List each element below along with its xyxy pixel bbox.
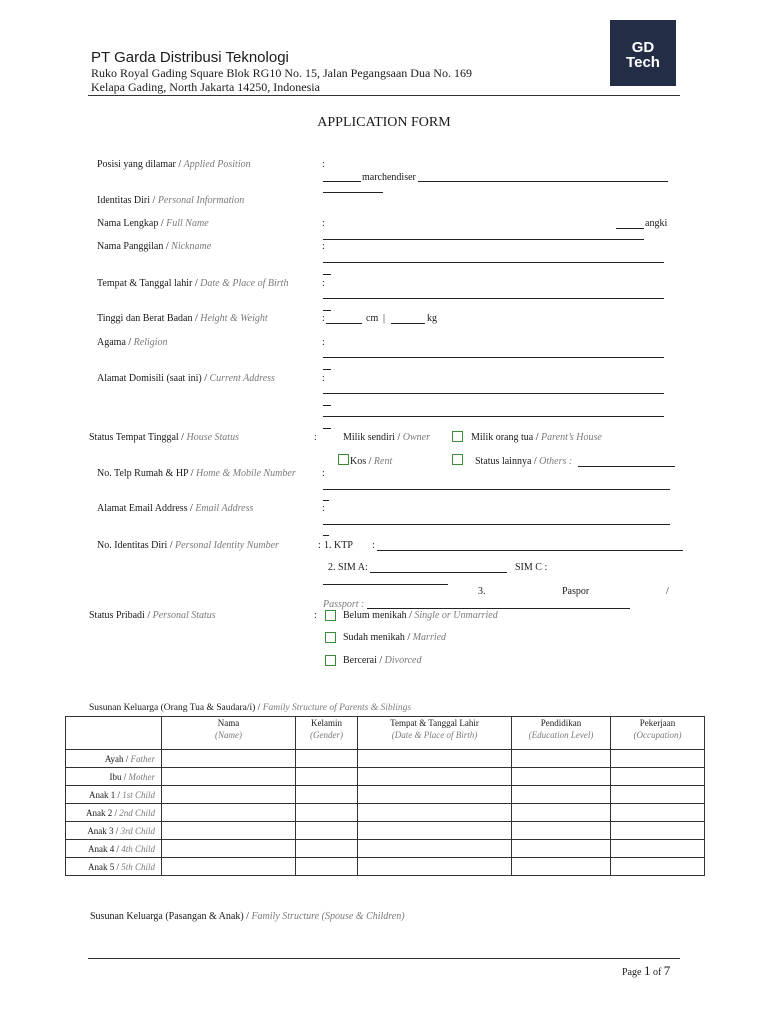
table-input-cell[interactable] bbox=[296, 858, 358, 876]
passport-input-line[interactable] bbox=[367, 608, 630, 609]
company-address-line1: Ruko Royal Gading Square Blok RG10 No. 15, Jalan Pegangsaan Dua No. 169 bbox=[91, 66, 472, 80]
nickname-label: Nama Panggilan / Nickname bbox=[97, 241, 212, 252]
table-input-cell[interactable] bbox=[611, 840, 705, 858]
personal-information-heading: Identitas Diri / Personal Information bbox=[97, 195, 245, 206]
address-input-line[interactable] bbox=[323, 405, 331, 406]
nickname-input-line[interactable] bbox=[323, 274, 331, 275]
row-label: Anak 2 / 2nd Child bbox=[66, 804, 162, 822]
table-input-cell[interactable] bbox=[611, 786, 705, 804]
colon: : bbox=[318, 540, 321, 551]
table-input-cell[interactable] bbox=[611, 768, 705, 786]
table-input-cell[interactable] bbox=[611, 750, 705, 768]
passport-number-prefix: 3. bbox=[478, 586, 486, 597]
table-row bbox=[66, 750, 705, 768]
height-weight-label: Tinggi dan Berat Badan / Height & Weight bbox=[97, 313, 268, 324]
table-input-cell[interactable] bbox=[296, 840, 358, 858]
house-status-owner-option[interactable]: Milik sendiri / Owner bbox=[343, 432, 430, 443]
ktp-label: 1. KTP bbox=[324, 540, 353, 551]
table-row bbox=[66, 822, 705, 840]
row-label: Ayah / Father bbox=[66, 750, 162, 768]
sim-c-label: SIM C : bbox=[515, 562, 548, 573]
sim-a-input-line[interactable] bbox=[370, 572, 507, 573]
passport-slash: / bbox=[666, 586, 669, 597]
passport-label: Paspor bbox=[562, 586, 590, 597]
table-input-cell[interactable] bbox=[358, 750, 512, 768]
table-input-cell[interactable] bbox=[162, 822, 296, 840]
weight-input-line[interactable] bbox=[391, 323, 425, 324]
header-divider bbox=[88, 95, 680, 96]
table-input-cell[interactable] bbox=[512, 858, 611, 876]
parents-house-checkbox[interactable] bbox=[452, 431, 463, 442]
family-spouse-heading: Susunan Keluarga (Pasangan & Anak) / Family Structure (Spouse & Children) bbox=[90, 911, 405, 922]
table-row bbox=[66, 786, 705, 804]
married-checkbox[interactable] bbox=[325, 632, 336, 643]
status-single-option: Belum menikah / Single or Unmarried bbox=[343, 610, 498, 621]
page-number: Page 1 of 7 bbox=[622, 963, 671, 978]
colon: : bbox=[322, 218, 325, 229]
table-row bbox=[66, 840, 705, 858]
house-status-label: Status Tempat Tinggal / House Status bbox=[89, 432, 239, 443]
applied-position-line[interactable] bbox=[323, 192, 383, 193]
applied-position-label: Posisi yang dilamar / Applied Position bbox=[97, 159, 251, 170]
height-weight-separator: | bbox=[383, 313, 386, 324]
table-input-cell[interactable] bbox=[296, 786, 358, 804]
row-label: Anak 4 / 4th Child bbox=[66, 840, 162, 858]
table-input-cell[interactable] bbox=[358, 822, 512, 840]
religion-input-line[interactable] bbox=[323, 369, 331, 370]
table-input-cell[interactable] bbox=[611, 822, 705, 840]
identity-label: No. Identitas Diri / Personal Identity Number bbox=[97, 540, 279, 551]
family-parents-heading: Susunan Keluarga (Orang Tua & Saudara/i) / Family Structure of Parents & Siblings bbox=[89, 703, 412, 713]
status-divorced-option: Bercerai / Divorced bbox=[343, 655, 422, 666]
table-row bbox=[66, 804, 705, 822]
table-input-cell[interactable] bbox=[162, 804, 296, 822]
ktp-colon: : bbox=[372, 540, 375, 551]
table-input-cell[interactable] bbox=[512, 750, 611, 768]
colon: : bbox=[322, 278, 325, 289]
address-input-line[interactable] bbox=[323, 428, 331, 429]
colon: : bbox=[314, 432, 317, 443]
table-input-cell[interactable] bbox=[296, 822, 358, 840]
colon: : bbox=[314, 610, 317, 621]
status-married-option: Sudah menikah / Married bbox=[343, 632, 447, 643]
personal-status-label: Status Pribadi / Personal Status bbox=[89, 610, 216, 621]
colon: : bbox=[322, 313, 325, 324]
colon: : bbox=[322, 373, 325, 384]
table-input-cell[interactable] bbox=[162, 858, 296, 876]
height-input-line[interactable] bbox=[326, 323, 362, 324]
colon: : bbox=[322, 159, 325, 170]
company-address-line2: Kelapa Gading, North Jakarta 14250, Indonesia bbox=[91, 80, 320, 94]
full-name-value[interactable]: angki bbox=[645, 218, 668, 229]
others-checkbox[interactable] bbox=[452, 454, 463, 465]
table-input-cell[interactable] bbox=[358, 786, 512, 804]
colon: : bbox=[322, 241, 325, 252]
address-input-line[interactable] bbox=[323, 393, 664, 394]
colon: : bbox=[322, 503, 325, 514]
family-parents-table bbox=[65, 716, 705, 876]
rent-checkbox[interactable] bbox=[338, 454, 349, 465]
form-title: APPLICATION FORM bbox=[317, 115, 451, 130]
phone-label: No. Telp Rumah & HP / Home & Mobile Number bbox=[97, 468, 296, 479]
table-header-cell: Pekerjaan (Occupation) bbox=[611, 717, 705, 750]
table-row bbox=[66, 768, 705, 786]
divorced-checkbox[interactable] bbox=[325, 655, 336, 666]
table-header-cell: Tempat & Tanggal Lahir (Date & Place of Birth) bbox=[358, 717, 512, 750]
row-label: Anak 1 / 1st Child bbox=[66, 786, 162, 804]
birth-input-line[interactable] bbox=[323, 310, 331, 311]
address-input-line[interactable] bbox=[323, 416, 664, 417]
religion-label: Agama / Religion bbox=[97, 337, 168, 348]
table-input-cell[interactable] bbox=[512, 768, 611, 786]
row-label: Anak 3 / 3rd Child bbox=[66, 822, 162, 840]
weight-unit: kg bbox=[427, 313, 437, 324]
table-input-cell[interactable] bbox=[162, 768, 296, 786]
table-input-cell[interactable] bbox=[358, 768, 512, 786]
sim-a-label: 2. SIM A: bbox=[328, 562, 368, 573]
table-input-cell[interactable] bbox=[512, 840, 611, 858]
table-header-cell: Nama (Name) bbox=[162, 717, 296, 750]
phone-input-line[interactable] bbox=[323, 500, 329, 501]
applied-position-line[interactable] bbox=[418, 181, 668, 182]
table-input-cell[interactable] bbox=[358, 858, 512, 876]
height-unit: cm bbox=[366, 313, 379, 324]
colon: : bbox=[322, 337, 325, 348]
address-label: Alamat Domisili (saat ini) / Current Address bbox=[97, 373, 275, 384]
others-input-line[interactable] bbox=[578, 466, 675, 467]
table-header-cell: Pendidikan (Education Level) bbox=[512, 717, 611, 750]
full-name-label: Nama Lengkap / Full Name bbox=[97, 218, 209, 229]
nickname-input-line[interactable] bbox=[323, 262, 664, 263]
email-label: Alamat Email Address / Email Address bbox=[97, 503, 254, 514]
table-input-cell[interactable] bbox=[296, 750, 358, 768]
table-row bbox=[66, 858, 705, 876]
religion-input-line[interactable] bbox=[323, 357, 664, 358]
birth-label: Tempat & Tanggal lahir / Date & Place of Birth bbox=[97, 278, 289, 289]
table-input-cell[interactable] bbox=[611, 804, 705, 822]
applied-position-line[interactable] bbox=[323, 181, 361, 182]
house-status-rent-option: Kos / Rent bbox=[350, 456, 393, 467]
table-input-cell[interactable] bbox=[296, 804, 358, 822]
table-input-cell[interactable] bbox=[358, 804, 512, 822]
company-logo bbox=[610, 20, 676, 86]
table-input-cell[interactable] bbox=[512, 804, 611, 822]
email-input-line[interactable] bbox=[323, 524, 670, 525]
table-input-cell[interactable] bbox=[358, 840, 512, 858]
row-label: Anak 5 / 5th Child bbox=[66, 858, 162, 876]
table-input-cell[interactable] bbox=[611, 858, 705, 876]
company-name: PT Garda Distribusi Teknologi bbox=[91, 49, 289, 66]
ktp-input-line[interactable] bbox=[377, 550, 683, 551]
row-label: Ibu / Mother bbox=[66, 768, 162, 786]
table-header-cell: Kelamin (Gender) bbox=[296, 717, 358, 750]
birth-input-line[interactable] bbox=[323, 298, 664, 299]
applied-position-value[interactable]: marchendiser bbox=[362, 172, 416, 183]
table-input-cell[interactable] bbox=[512, 822, 611, 840]
logo-text-line2: Tech bbox=[626, 54, 660, 71]
phone-input-line[interactable] bbox=[323, 489, 670, 490]
table-input-cell[interactable] bbox=[162, 840, 296, 858]
full-name-line[interactable] bbox=[323, 239, 644, 240]
footer-divider bbox=[88, 958, 680, 959]
table-input-cell[interactable] bbox=[512, 786, 611, 804]
passport-label-en: Passport : bbox=[323, 599, 365, 610]
table-header-cell bbox=[66, 717, 162, 750]
logo-text-line1: GD bbox=[631, 39, 655, 56]
single-checkbox[interactable] bbox=[325, 610, 336, 621]
full-name-line[interactable] bbox=[616, 228, 644, 229]
house-status-others-option: Status lainnya / Others : bbox=[475, 456, 573, 467]
table-input-cell[interactable] bbox=[162, 786, 296, 804]
email-input-line[interactable] bbox=[323, 535, 329, 536]
sim-c-input-line[interactable] bbox=[323, 584, 448, 585]
table-input-cell[interactable] bbox=[162, 750, 296, 768]
table-input-cell[interactable] bbox=[296, 768, 358, 786]
house-status-parents-option: Milik orang tua / Parent’s House bbox=[471, 432, 602, 443]
colon: : bbox=[322, 468, 325, 479]
